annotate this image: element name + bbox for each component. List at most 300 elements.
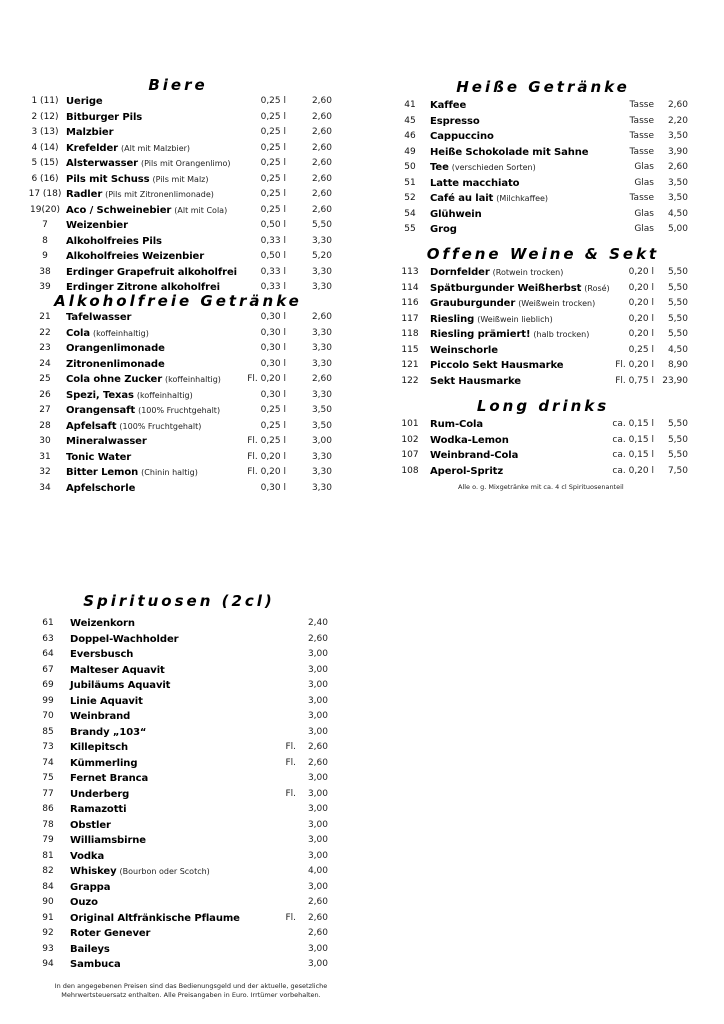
section-title-longdrinks: Long drinks — [476, 397, 610, 415]
menu-item-91 — [30, 911, 340, 927]
item-number: 6 (16) — [31, 173, 59, 184]
item-number: 46 — [404, 131, 416, 141]
item-number: 77 — [42, 788, 54, 799]
item-note: (Weißwein lieblich) — [477, 314, 553, 324]
item-size: 0,20 l — [628, 298, 654, 308]
item-name-wrap — [430, 129, 494, 145]
item-number: 38 — [39, 266, 51, 277]
item-name-wrap — [430, 448, 518, 464]
menu-item-24 — [28, 357, 338, 373]
item-number: 8 — [42, 235, 48, 246]
item-number: 90 — [42, 897, 54, 907]
item-name: Grappa — [70, 881, 111, 893]
item-name: Uerige — [66, 96, 103, 107]
item-name-wrap — [66, 372, 221, 388]
menu-item-28 — [28, 419, 338, 435]
item-name: Doppel-Wachholder — [70, 633, 179, 645]
item-name: Bitburger Pils — [66, 111, 143, 123]
item-price: 2,60 — [311, 189, 332, 199]
item-note: (Pils mit Malz) — [152, 174, 209, 184]
menu-item-78 — [30, 818, 340, 834]
item-size: Fl. 0,20 l — [615, 360, 654, 370]
item-name-wrap — [430, 281, 610, 297]
menu-item-84 — [30, 880, 340, 896]
item-price: 3,50 — [311, 420, 332, 431]
item-number: 63 — [42, 633, 54, 644]
item-name-wrap — [70, 709, 130, 725]
item-note: (100% Fruchtgehalt) — [119, 421, 202, 431]
item-name-wrap — [66, 187, 214, 203]
item-number: 34 — [39, 482, 51, 493]
menu-item-51 — [398, 176, 698, 192]
item-number: 108 — [401, 465, 419, 476]
menu-item-67 — [30, 663, 340, 679]
item-price: 2,40 — [307, 618, 328, 628]
menu-item-1-11- — [28, 94, 338, 110]
item-price: 3,00 — [307, 726, 328, 737]
item-number: 3 (13) — [31, 127, 59, 137]
item-name: Baileys — [70, 943, 110, 955]
item-price: 3,30 — [311, 343, 332, 353]
item-note: (Bourbon oder Scotch) — [119, 867, 210, 876]
item-unit: Fl. — [285, 742, 296, 752]
item-name: Fernet Branca — [70, 773, 149, 784]
item-price: 2,60 — [307, 633, 328, 644]
menu-item-74 — [30, 756, 340, 772]
item-size: Tasse — [629, 131, 654, 141]
item-number: 74 — [42, 757, 54, 768]
item-price: 2,60 — [311, 158, 332, 168]
menu-item-113 — [398, 265, 698, 281]
item-size: 0,25 l — [628, 344, 654, 355]
item-name-wrap — [430, 417, 483, 433]
item-name: Kümmerling — [70, 757, 138, 769]
item-size: 0,25 l — [260, 405, 286, 415]
item-name: Mineralwasser — [66, 436, 147, 447]
item-note: (koffeinhaltig) — [93, 328, 149, 338]
item-number: 121 — [401, 360, 419, 370]
menu-item-5-15- — [28, 156, 338, 172]
item-price: 4,50 — [667, 344, 688, 355]
item-name-wrap — [66, 310, 131, 326]
menu-item-7 — [28, 218, 338, 234]
menu-item-32 — [28, 465, 338, 481]
item-price: 3,00 — [307, 881, 328, 892]
item-name-wrap — [66, 450, 131, 466]
item-name: Cola ohne Zucker — [66, 374, 163, 385]
item-price: 3,00 — [307, 819, 328, 830]
item-size: ca. 0,20 l — [612, 465, 654, 476]
biere-list — [28, 94, 338, 296]
menu-item-107 — [398, 448, 698, 464]
item-number: 69 — [42, 680, 54, 690]
item-unit: Fl. — [285, 912, 296, 923]
item-price: 2,60 — [311, 204, 332, 215]
section-spirituosen — [30, 592, 340, 999]
item-name: Heiße Schokolade mit Sahne — [430, 146, 589, 158]
item-name-wrap — [70, 880, 110, 896]
item-price: 3,00 — [307, 835, 328, 845]
item-price: 3,00 — [307, 773, 328, 783]
item-name-wrap — [66, 249, 204, 265]
menu-item-90 — [30, 895, 340, 911]
menu-item-92 — [30, 926, 340, 942]
item-name: Grog — [430, 224, 457, 235]
item-name-wrap — [430, 98, 466, 114]
item-name: Erdinger Grapefruit alkoholfrei — [66, 266, 237, 278]
item-note: (Pils mit Orangenlimo) — [141, 159, 231, 168]
item-name-wrap — [430, 145, 588, 161]
item-price: 5,50 — [667, 282, 688, 293]
item-name: Whiskey — [70, 866, 117, 877]
item-price: 2,60 — [667, 100, 688, 110]
item-price: 2,60 — [307, 928, 328, 938]
item-number: 116 — [401, 298, 419, 308]
item-name: Underberg — [70, 788, 130, 800]
alkoholfrei-list — [28, 310, 338, 496]
item-note: (koffeinhaltig) — [165, 375, 221, 384]
item-name: Dornfelder — [430, 267, 490, 278]
item-number: 113 — [401, 267, 419, 277]
item-size: Fl. 0,20 l — [247, 467, 286, 477]
menu-item-22 — [28, 326, 338, 342]
menu-item-30 — [28, 434, 338, 450]
item-name-wrap — [70, 895, 98, 911]
item-name-wrap — [70, 926, 150, 942]
item-number: 51 — [404, 177, 416, 188]
menu-item-116 — [398, 296, 698, 312]
item-name-wrap — [66, 141, 190, 157]
item-size: 0,50 l — [260, 251, 286, 261]
item-note: (100% Fruchtgehalt) — [138, 406, 221, 415]
item-number: 23 — [39, 343, 51, 353]
item-number: 45 — [404, 115, 416, 126]
section-title-spirituosen: Spirituosen (2cl) — [83, 592, 275, 610]
item-name-wrap — [70, 771, 148, 787]
item-price: 5,50 — [667, 434, 688, 445]
item-name-wrap — [70, 616, 135, 632]
item-name-wrap — [66, 156, 231, 172]
item-size: 0,25 l — [260, 96, 286, 106]
item-number: 55 — [404, 224, 416, 234]
item-size: 0,20 l — [628, 282, 654, 293]
item-price: 3,30 — [311, 467, 332, 477]
item-price: 2,60 — [311, 127, 332, 137]
item-note: (verschieden Sorten) — [451, 163, 536, 172]
item-name-wrap — [70, 802, 126, 818]
item-name-wrap — [70, 942, 110, 958]
item-price: 4,50 — [667, 208, 688, 219]
item-price: 8,90 — [667, 360, 688, 370]
item-size: 0,25 l — [260, 420, 286, 431]
item-price: 7,50 — [667, 465, 688, 476]
item-price: 5,00 — [667, 224, 688, 234]
item-name-wrap — [66, 203, 227, 219]
item-price: 5,20 — [311, 251, 332, 261]
item-size: 0,25 l — [260, 204, 286, 215]
item-name-wrap — [430, 222, 457, 238]
item-name: Weizenbier — [66, 220, 128, 231]
item-note: (Chinin haltig) — [141, 468, 198, 477]
item-name-wrap — [70, 725, 146, 741]
item-number: 22 — [39, 327, 51, 338]
item-name: Erdinger Zitrone alkoholfrei — [66, 282, 221, 293]
menu-item-21 — [28, 310, 338, 326]
menu-item-52 — [398, 191, 698, 207]
item-size: Glas — [634, 177, 654, 188]
section-alkoholfrei — [28, 292, 338, 496]
item-size: 0,33 l — [260, 266, 286, 277]
item-number: 117 — [401, 313, 419, 324]
menu-item-49 — [398, 145, 698, 161]
item-name: Roter Genever — [70, 928, 151, 939]
item-note: (Weißwein trocken) — [518, 299, 596, 308]
item-name: Glühwein — [430, 208, 482, 220]
menu-item-64 — [30, 647, 340, 663]
item-name: Tee — [430, 162, 449, 173]
item-name: Orangensaft — [66, 405, 136, 416]
item-number: 54 — [404, 208, 416, 219]
item-number: 78 — [42, 819, 54, 830]
menu-item-3-13- — [28, 125, 338, 141]
menu-item-108 — [398, 464, 698, 480]
section-title-weine: Offene Weine & Sekt — [426, 245, 660, 263]
item-size: 0,20 l — [628, 267, 654, 277]
item-price: 3,50 — [667, 131, 688, 141]
item-price: 3,30 — [311, 358, 332, 369]
item-number: 101 — [401, 419, 419, 429]
item-size: 0,25 l — [260, 158, 286, 168]
item-size: Glas — [634, 224, 654, 234]
item-price: 3,00 — [307, 943, 328, 954]
item-note: (Alt mit Malzbier) — [121, 143, 191, 153]
item-size: ca. 0,15 l — [612, 434, 654, 445]
item-name: Ouzo — [70, 897, 98, 908]
menu-item-55 — [398, 222, 698, 238]
item-name: Orangenlimonade — [66, 343, 165, 354]
item-name: Grauburgunder — [430, 298, 516, 309]
item-price: 3,90 — [667, 146, 688, 157]
item-name-wrap — [66, 419, 201, 435]
item-price: 3,00 — [307, 695, 328, 706]
menu-item-19-20- — [28, 203, 338, 219]
item-name: Malteser Aquavit — [70, 664, 165, 676]
item-name: Apfelschorle — [66, 482, 136, 494]
item-price: 5,50 — [667, 419, 688, 429]
item-name-wrap — [430, 114, 480, 130]
item-name-wrap — [70, 849, 104, 865]
item-name-wrap — [430, 374, 521, 390]
item-name-wrap — [430, 343, 498, 359]
menu-item-50 — [398, 160, 698, 176]
item-name-wrap — [70, 911, 240, 927]
item-name: Piccolo Sekt Hausmarke — [430, 360, 564, 371]
item-name: Spezi, Texas — [66, 389, 134, 401]
item-name: Spätburgunder Weißherbst — [430, 282, 582, 294]
section-title-heisse: Heiße Getränke — [456, 78, 630, 96]
item-number: 118 — [401, 329, 419, 339]
item-name-wrap — [70, 678, 170, 694]
item-name: Weinschorle — [430, 344, 498, 356]
menu-item-82 — [30, 864, 340, 880]
item-number: 50 — [404, 162, 416, 172]
item-name-wrap — [66, 218, 128, 234]
item-number: 61 — [42, 618, 54, 628]
item-number: 86 — [42, 804, 54, 814]
item-name-wrap — [66, 172, 208, 188]
item-name-wrap — [70, 740, 128, 756]
menu-item-34 — [28, 481, 338, 497]
item-price: 2,20 — [667, 115, 688, 126]
menu-item-63 — [30, 632, 340, 648]
item-size: 0,30 l — [260, 358, 286, 369]
item-number: 75 — [42, 773, 54, 783]
menu-item-102 — [398, 433, 698, 449]
item-name: Eversbusch — [70, 649, 134, 660]
item-name: Original Altfränkische Pflaume — [70, 912, 240, 924]
heisse-list — [398, 98, 698, 238]
item-name: Williamsbirne — [70, 835, 146, 846]
item-unit: Fl. — [285, 757, 296, 768]
item-number: 115 — [401, 344, 419, 355]
item-name-wrap — [430, 160, 536, 176]
item-number: 32 — [39, 467, 51, 477]
item-name: Weizenkorn — [70, 618, 135, 629]
item-unit: Fl. — [285, 788, 296, 799]
weine-list — [398, 265, 698, 389]
item-price: 5,50 — [667, 313, 688, 324]
item-price: 2,60 — [311, 111, 332, 122]
menu-item-31 — [28, 450, 338, 466]
item-size: ca. 0,15 l — [612, 419, 654, 429]
item-number: 5 (15) — [31, 158, 59, 168]
item-number: 31 — [39, 451, 51, 462]
item-name: Latte macchiato — [430, 177, 520, 189]
item-number: 52 — [404, 193, 416, 203]
item-number: 93 — [42, 943, 54, 954]
item-number: 27 — [39, 405, 51, 415]
item-price: 3,00 — [307, 804, 328, 814]
item-number: 26 — [39, 389, 51, 400]
menu-item-117 — [398, 312, 698, 328]
item-price: 3,30 — [311, 266, 332, 277]
item-name-wrap — [70, 864, 210, 880]
item-note: (Alt mit Cola) — [174, 205, 228, 215]
item-size: Tasse — [629, 193, 654, 203]
item-price: 3,00 — [311, 436, 332, 446]
item-name-wrap — [66, 265, 237, 281]
item-name: Obstler — [70, 819, 111, 831]
item-name: Pils mit Schuss — [66, 173, 150, 185]
item-name-wrap — [66, 125, 113, 141]
item-name-wrap — [430, 433, 509, 449]
item-number: 92 — [42, 928, 54, 938]
item-price: 5,50 — [311, 220, 332, 230]
menu-item-85 — [30, 725, 340, 741]
item-size: Tasse — [629, 146, 654, 157]
item-name: Zitronenlimonade — [66, 358, 165, 370]
menu-item-6-16- — [28, 172, 338, 188]
item-name: Tonic Water — [66, 451, 132, 463]
item-name-wrap — [66, 481, 135, 497]
item-price: 2,60 — [307, 757, 328, 768]
item-size: 0,25 l — [260, 127, 286, 137]
item-name: Riesling — [430, 313, 475, 325]
item-price: 3,00 — [307, 959, 328, 969]
item-name-wrap — [70, 787, 129, 803]
item-price: 2,60 — [311, 374, 332, 384]
item-number: 7 — [42, 220, 48, 230]
item-number: 25 — [39, 374, 51, 384]
item-name-wrap — [430, 296, 595, 312]
item-price: 3,00 — [307, 850, 328, 861]
menu-item-61 — [30, 616, 340, 632]
item-size: Glas — [634, 162, 654, 172]
section-longdrinks — [398, 397, 698, 491]
menu-item-38 — [28, 265, 338, 281]
item-note: (Pils mit Zitronenlimonade) — [105, 190, 214, 199]
item-price: 3,00 — [307, 788, 328, 799]
menu-item-73 — [30, 740, 340, 756]
item-size: 0,25 l — [260, 142, 286, 153]
item-name: Aperol-Spritz — [430, 465, 504, 477]
item-number: 4 (14) — [31, 142, 59, 153]
menu-item-114 — [398, 281, 698, 297]
item-size: 0,30 l — [260, 343, 286, 353]
item-name-wrap — [430, 207, 482, 223]
item-size: Fl. 0,20 l — [247, 374, 286, 384]
item-name: Bitter Lemon — [66, 467, 139, 478]
item-size: 0,30 l — [260, 482, 286, 493]
menu-item-70 — [30, 709, 340, 725]
item-name-wrap — [66, 234, 162, 250]
item-price: 3,00 — [307, 649, 328, 659]
item-number: 94 — [42, 959, 54, 969]
item-name: Brandy „103“ — [70, 726, 147, 738]
item-number: 82 — [42, 866, 54, 876]
item-name: Sekt Hausmarke — [430, 375, 521, 387]
item-name: Vodka — [70, 850, 105, 862]
item-name-wrap — [66, 403, 220, 419]
item-number: 102 — [401, 434, 419, 445]
item-name-wrap — [66, 357, 165, 373]
menu-item-2-12- — [28, 110, 338, 126]
item-size: Fl. 0,75 l — [615, 375, 654, 386]
menu-item-86 — [30, 802, 340, 818]
item-price: 2,60 — [307, 742, 328, 752]
item-name-wrap — [430, 191, 548, 207]
item-name: Alkoholfreies Pils — [66, 235, 162, 247]
menu-item-26 — [28, 388, 338, 404]
item-price: 3,30 — [311, 327, 332, 338]
item-number: 21 — [39, 312, 51, 322]
item-name-wrap — [430, 464, 503, 480]
item-name: Ramazotti — [70, 804, 127, 815]
item-name-wrap — [430, 265, 563, 281]
item-size: 0,30 l — [260, 312, 286, 322]
menu-item-94 — [30, 957, 340, 973]
item-name: Killepitsch — [70, 742, 129, 753]
item-name-wrap — [70, 756, 137, 772]
menu-item-69 — [30, 678, 340, 694]
menu-item-45 — [398, 114, 698, 130]
item-name-wrap — [70, 818, 111, 834]
item-price: 2,60 — [307, 897, 328, 907]
item-size: 0,50 l — [260, 220, 286, 230]
item-price: 4,00 — [307, 866, 328, 876]
item-number: 73 — [42, 742, 54, 752]
item-price: 2,60 — [311, 96, 332, 106]
